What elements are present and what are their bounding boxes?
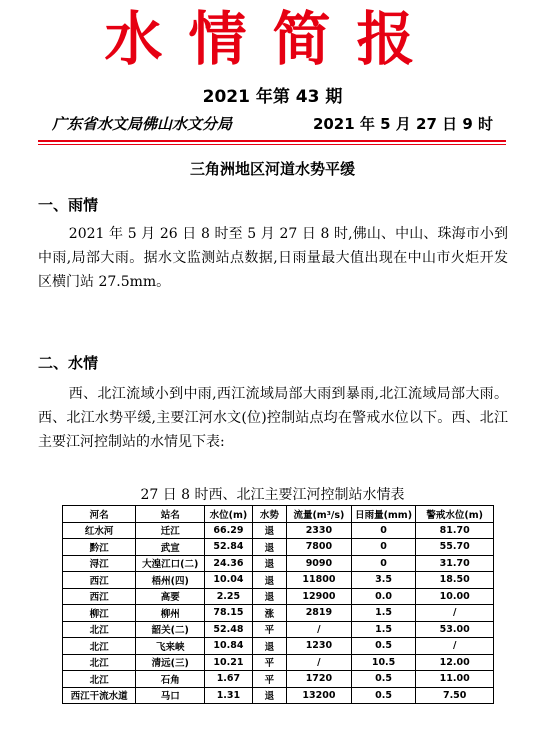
table-cell: 1720 [287,671,352,688]
table-cell: 9090 [287,555,352,572]
header-cell: 水位(m) [205,506,252,523]
table-cell: 退 [252,687,286,704]
table-cell: / [416,605,494,622]
table-cell: 平 [252,621,286,638]
header-cell: 日雨量(mm) [351,506,416,523]
table-cell: 2330 [287,522,352,539]
issue-number: 2021 年第 43 期 [202,87,343,107]
issue-date: 2021 年 5 月 27 日 9 时 [312,115,493,133]
table-cell: 12900 [287,588,352,605]
table-cell: 1.5 [351,621,416,638]
table-cell: 韶关(二) [136,621,205,638]
table-row [63,539,494,556]
table-row [63,638,494,655]
table-cell: 2819 [287,605,352,622]
table-cell: 13200 [287,687,352,704]
table-row [63,522,494,539]
table-cell: 10.84 [205,638,252,655]
table-row [63,654,494,671]
table-cell: 浔江 [63,555,136,572]
water-status-table [62,505,494,704]
table-cell: 1.67 [205,671,252,688]
table-cell: 1.5 [351,605,416,622]
table-cell: 石角 [136,671,205,688]
table-cell: 北江 [63,654,136,671]
header-cell: 警戒水位(m) [416,506,494,523]
header-cell: 河名 [63,506,136,523]
table-cell: 66.29 [205,522,252,539]
table-header-row [63,506,494,523]
table-cell: 西江 [63,572,136,589]
table-cell: 飞来峡 [136,638,205,655]
table-row [63,621,494,638]
header-cell: 流量(m³/s) [287,506,352,523]
table-row [63,555,494,572]
table-cell: 0 [351,555,416,572]
table-cell: 0 [351,522,416,539]
table-cell: 退 [252,539,286,556]
header-cell: 水势 [252,506,286,523]
table-cell: 退 [252,522,286,539]
table-row [63,605,494,622]
table-cell: 高要 [136,588,205,605]
table-cell: 0.5 [351,687,416,704]
table-cell: 31.70 [416,555,494,572]
table-cell: 黔江 [63,539,136,556]
table-cell: 18.50 [416,572,494,589]
table-cell: 7.50 [416,687,494,704]
table-cell: 西江 [63,588,136,605]
headline: 三角洲地区河道水势平缓 [189,160,355,178]
table-cell: 0 [351,539,416,556]
header-rule-thin [38,144,506,145]
table-cell: 78.15 [205,605,252,622]
table-cell: 退 [252,638,286,655]
table-cell: / [287,654,352,671]
table-cell: 11.00 [416,671,494,688]
table-cell: 北江 [63,638,136,655]
section-text-rain: 2021 年 5 月 26 日 8 时至 5 月 27 日 8 时,佛山、中山、珠海市小到中雨,局部大雨。据水文监测站点数据,日雨量最大值出现在中山市火炬开发区横门站 27.5mm。 [38,226,508,290]
table-cell: 10.00 [416,588,494,605]
table-cell: 24.36 [205,555,252,572]
header-cell: 站名 [136,506,205,523]
table-row [63,687,494,704]
table-cell: 清远(三) [136,654,205,671]
publisher: 广东省水文局佛山水文分局 [52,115,233,133]
table-cell: 7800 [287,539,352,556]
table-cell: 退 [252,572,286,589]
table-cell: 迁江 [136,522,205,539]
table-cell: 马口 [136,687,205,704]
table-row [63,588,494,605]
table-cell: 北江 [63,671,136,688]
table-cell: 55.70 [416,539,494,556]
table-caption: 27 日 8 时西、北江主要江河控制站水情表 [140,487,405,503]
table-cell: / [287,621,352,638]
table-cell: 11800 [287,572,352,589]
section-heading-water: 二、水情 [38,354,99,372]
table-cell: 北江 [63,621,136,638]
table-cell: 涨 [252,605,286,622]
table-cell: 退 [252,588,286,605]
table-cell: 3.5 [351,572,416,589]
section-heading-rain: 一、雨情 [38,196,99,214]
table-cell: 1230 [287,638,352,655]
table-cell: 柳江 [63,605,136,622]
table-row [63,572,494,589]
table-cell: 10.5 [351,654,416,671]
table-cell: 1.31 [205,687,252,704]
table-cell: 12.00 [416,654,494,671]
table-row [63,671,494,688]
table-cell: 52.84 [205,539,252,556]
table-cell: 10.04 [205,572,252,589]
table-cell: 武宣 [136,539,205,556]
table-cell: 81.70 [416,522,494,539]
masthead-title: 水情简报 [104,5,441,73]
table-cell: 梧州(四) [136,572,205,589]
table-cell: 53.00 [416,621,494,638]
table-cell: / [416,638,494,655]
table-cell: 2.25 [205,588,252,605]
table-cell: 柳州 [136,605,205,622]
table-cell: 10.21 [205,654,252,671]
table-cell: 0.5 [351,638,416,655]
table-cell: 西江干流水道 [63,687,136,704]
header-rule [38,140,506,142]
table-cell: 大湟江口(二) [136,555,205,572]
section-text-water: 西、北江流域小到中雨,西江流域局部大雨到暴雨,北江流域局部大雨。西、北江水势平缓,主要江河水文(位)控制站点均在警戒水位以下。西、北江主要江河控制站的水情见下表: [38,386,508,450]
table-cell: 退 [252,555,286,572]
table-cell: 红水河 [63,522,136,539]
table-cell: 0.0 [351,588,416,605]
table-cell: 平 [252,654,286,671]
table-cell: 0.5 [351,671,416,688]
table-cell: 平 [252,671,286,688]
table-cell: 52.48 [205,621,252,638]
